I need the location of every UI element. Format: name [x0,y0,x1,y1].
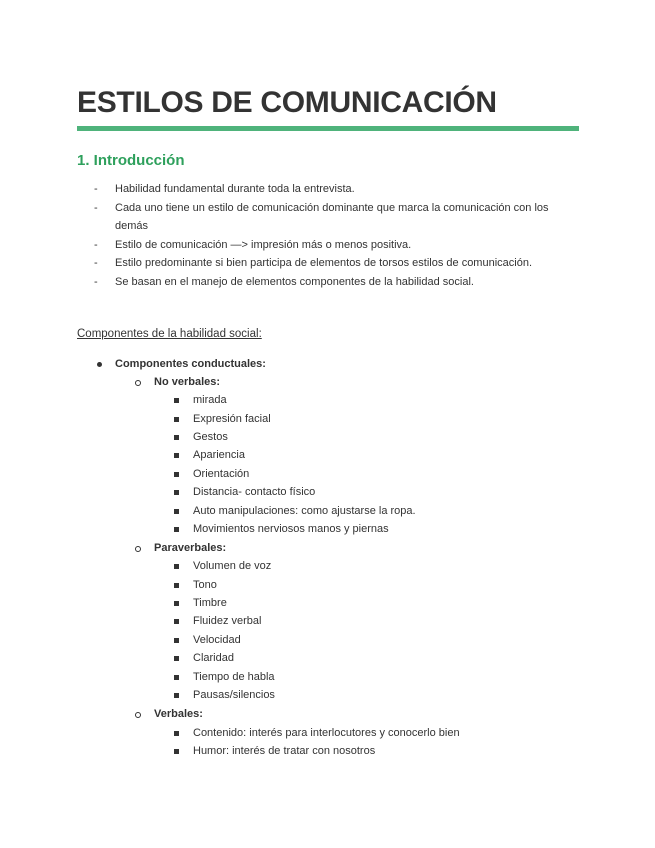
paraverbales-item: Timbre [193,597,227,609]
disc-bullet-icon [97,362,102,367]
intro-list-item [94,236,584,255]
dash-marker: - [94,238,98,251]
verbales-label: Verbales: [154,708,203,720]
paraverbales-item: Fluidez verbal [193,615,262,627]
page-title: ESTILOS DE COMUNICACIÓN [77,86,497,119]
intro-list-item [94,180,584,199]
no-verbales-item: Movimientos nerviosos manos y piernas [193,523,389,535]
paraverbales-item: Velocidad [193,634,241,646]
square-bullet-icon [174,638,179,643]
square-bullet-icon [174,749,179,754]
no-verbales-item: mirada [193,394,227,406]
square-bullet-icon [174,472,179,477]
square-bullet-icon [174,453,179,458]
no-verbales-item: Orientación [193,468,250,480]
square-bullet-icon [174,731,179,736]
verbales-item: Contenido: interés para interlocutores y conocerlo bien [193,727,460,739]
circle-bullet-icon [135,712,141,718]
square-bullet-icon [174,527,179,532]
square-bullet-icon [174,619,179,624]
no-verbales-item: Auto manipulaciones: como ajustarse la ropa. [193,505,416,517]
square-bullet-icon [174,583,179,588]
title-underline-rule [77,126,579,131]
paraverbales-item: Tono [193,579,217,591]
square-bullet-icon [174,490,179,495]
circle-bullet-icon [135,380,141,386]
paraverbales-label: Paraverbales: [154,542,227,554]
intro-item-text: Estilo predominante si bien participa de elementos de torsos estilos de comunicación. [115,257,533,269]
square-bullet-icon [174,564,179,569]
square-bullet-icon [174,417,179,422]
paraverbales-item: Pausas/silencios [193,689,275,701]
dash-marker: - [94,201,98,214]
intro-list-item [94,254,584,273]
verbales-item: Humor: interés de tratar con nosotros [193,745,376,757]
intro-item-text: Cada uno tiene un estilo de comunicación dominante que marca la comunicación con los demás [115,201,549,232]
dash-marker: - [94,257,98,269]
intro-list-item [94,273,584,292]
intro-item-text: Estilo de comunicación —> impresión más o menos positiva. [115,238,412,251]
paraverbales-item: Claridad [193,652,234,664]
intro-list-item [94,199,584,236]
no-verbales-item: Distancia- contacto físico [193,486,316,498]
no-verbales-item: Gestos [193,431,228,443]
square-bullet-icon [174,693,179,698]
no-verbales-label: No verbales: [154,376,221,388]
circle-bullet-icon [135,546,141,552]
square-bullet-icon [174,675,179,680]
components-subheading: Componentes de la habilidad social: [77,328,262,340]
dash-marker: - [94,183,98,195]
dash-marker: - [94,275,98,288]
square-bullet-icon [174,398,179,403]
no-verbales-item: Apariencia [193,449,245,461]
paraverbales-item: Volumen de voz [193,560,272,572]
components-conductuales-label: Componentes conductuales: [115,358,266,370]
square-bullet-icon [174,435,179,440]
intro-item-text: Habilidad fundamental durante toda la entrevista. [115,183,355,195]
paraverbales-item: Tiempo de habla [193,671,275,683]
intro-item-text: Se basan en el manejo de elementos componentes de la habilidad social. [115,275,474,288]
intro-list [94,180,584,291]
section-heading-introduccion: 1. Introducción [77,152,185,169]
square-bullet-icon [174,601,179,606]
square-bullet-icon [174,656,179,661]
no-verbales-item: Expresión facial [193,413,271,425]
square-bullet-icon [174,509,179,514]
